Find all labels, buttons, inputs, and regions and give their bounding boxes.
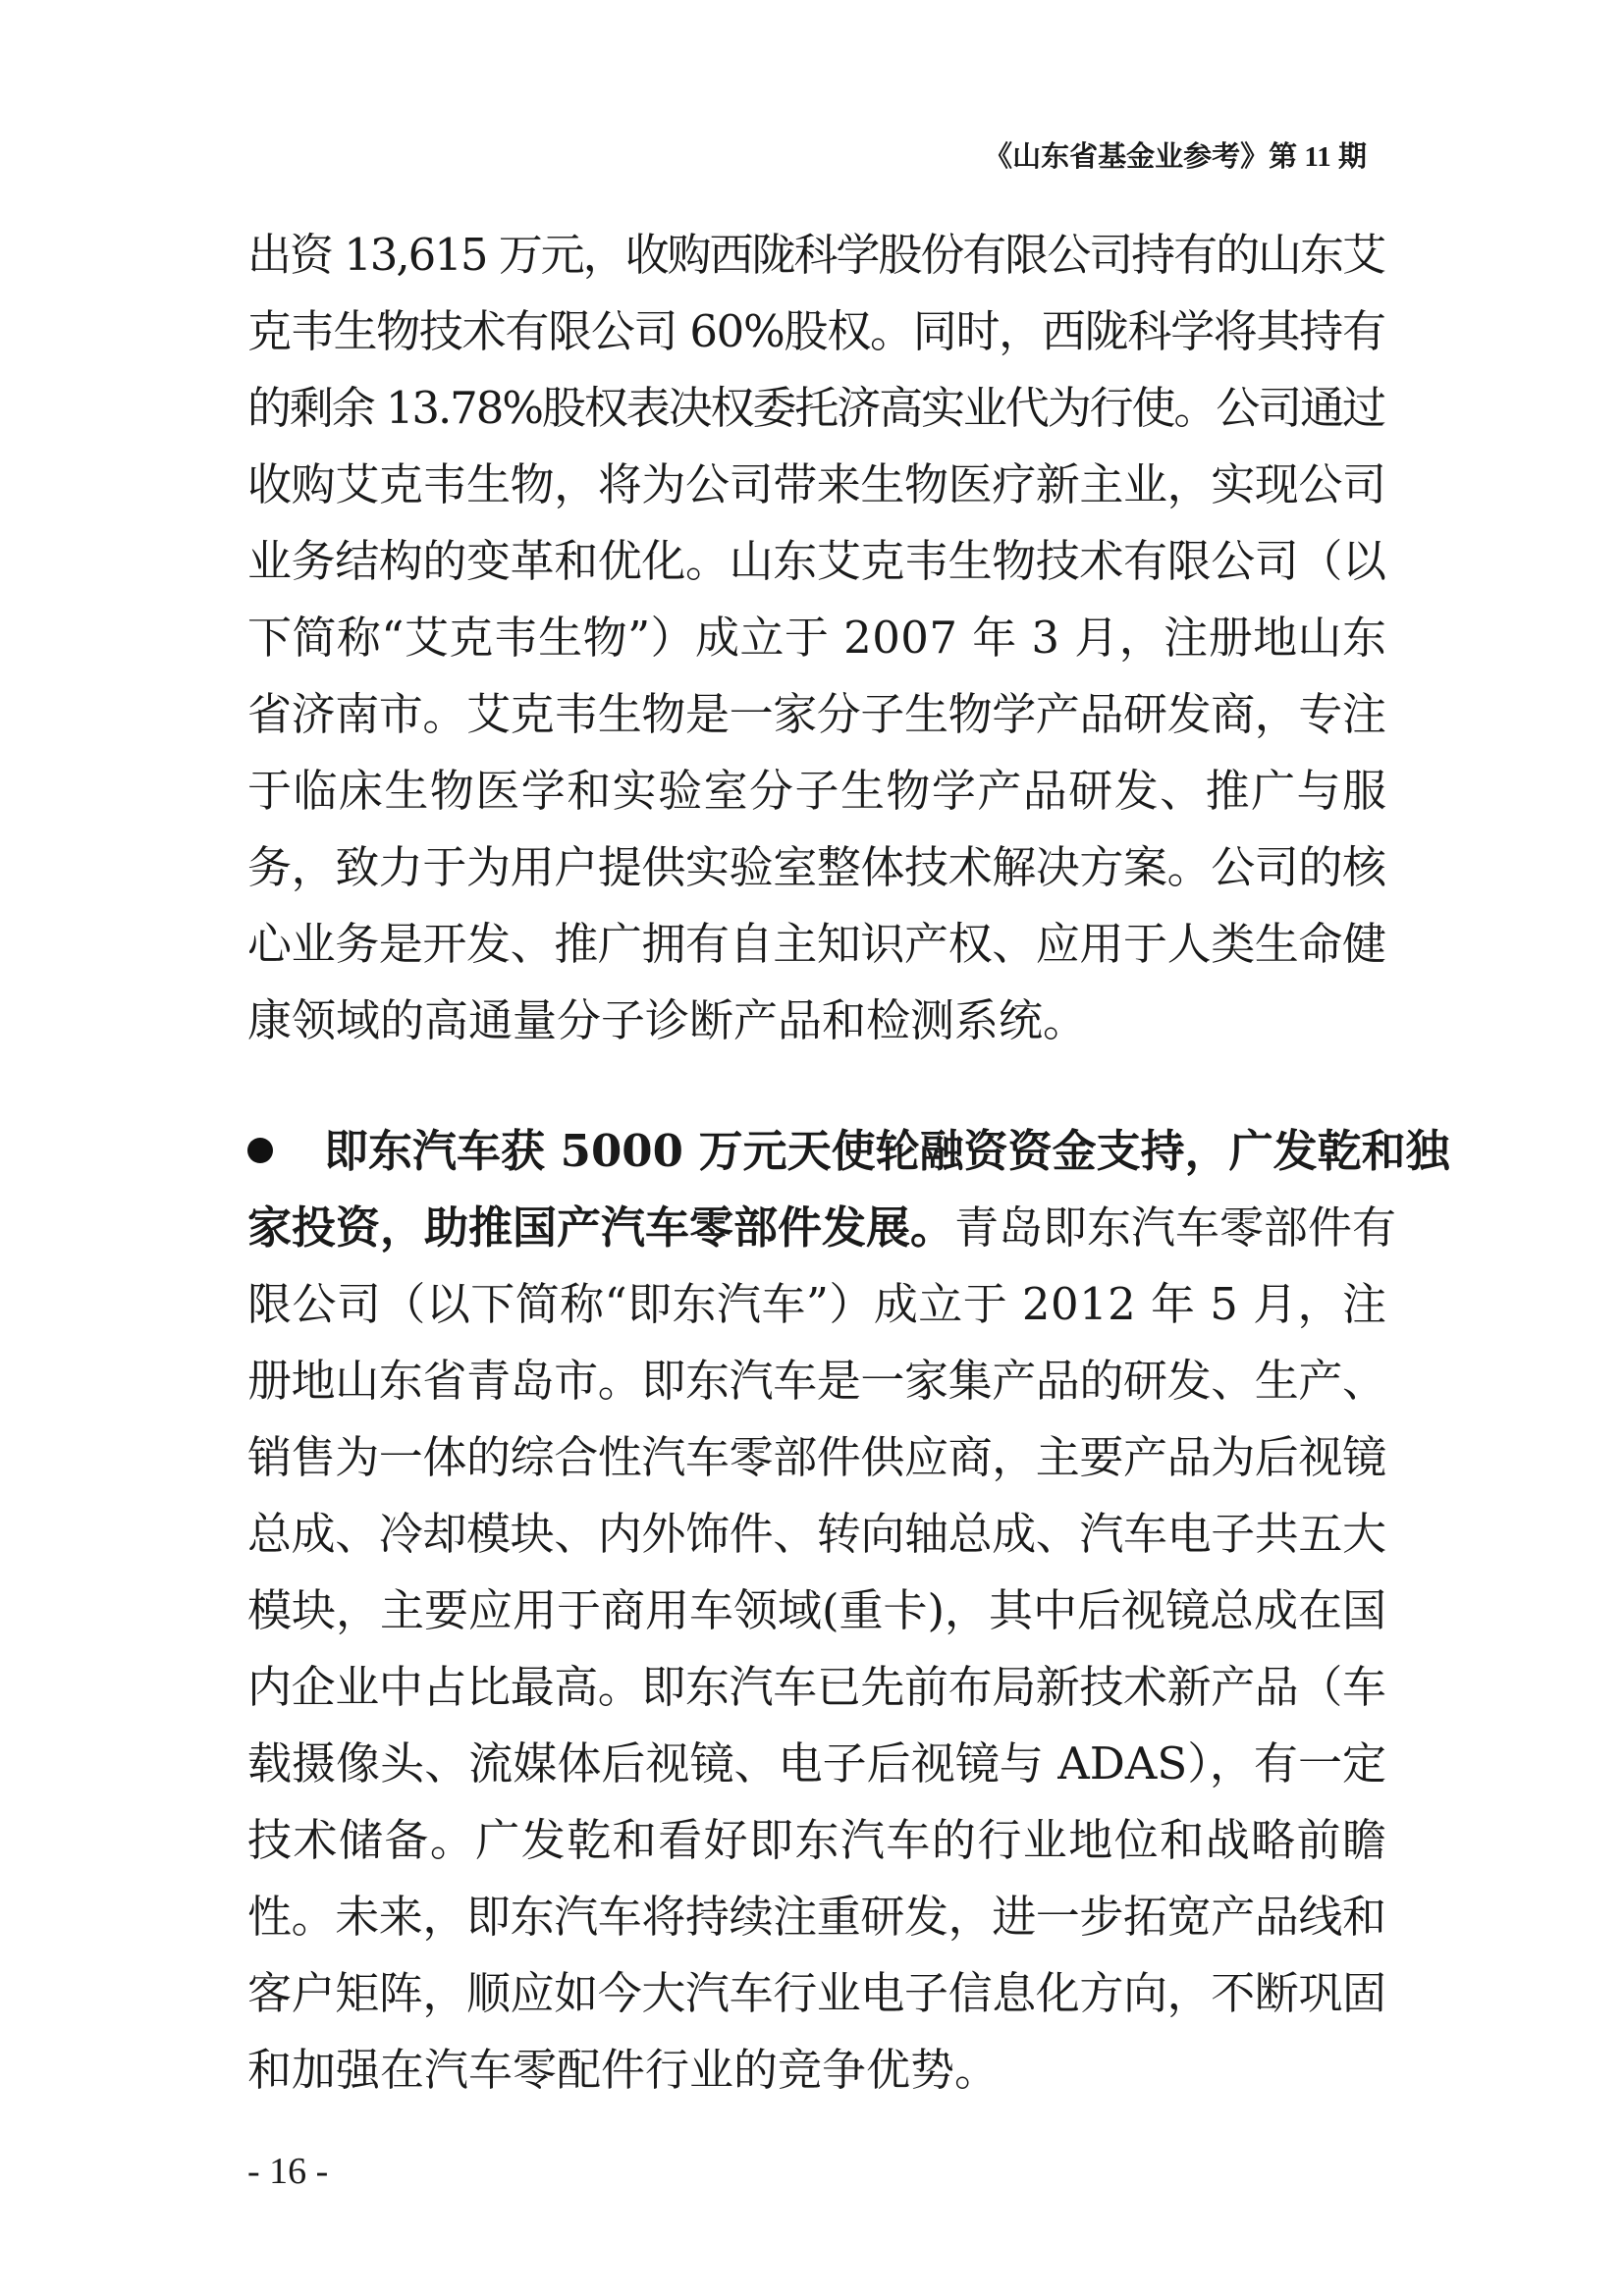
text-line: 内企业中占比最高。即东汽车已先前布局新技术新产品（车 (247, 1661, 1386, 1713)
text-line: 收购艾克韦生物，将为公司带来生物医疗新主业，实现公司 (247, 458, 1386, 510)
text-line: 限公司（以下简称“即东汽车”）成立于 2012 年 5 月，注 (247, 1278, 1387, 1330)
body-text-continuation: 青岛即东汽车零部件有 (954, 1201, 1397, 1254)
paragraph-1-line (247, 294, 1386, 370)
paragraph-jidong-body (247, 1266, 1386, 2109)
text-line: 康领域的高通量分子诊断产品和检测系统。 (247, 994, 1088, 1046)
paragraph-1-line (247, 829, 1386, 906)
headline-line-2 (247, 1190, 1397, 1266)
paragraph-aikewei (247, 217, 1386, 1059)
paragraph-2-line (247, 1573, 1386, 1649)
page-number: - 16 - (247, 2151, 329, 2192)
paragraph-2-line (247, 1955, 1386, 2032)
paragraph-2-line (247, 1496, 1386, 1573)
text-line: 模块，主要应用于商用车领域(重卡)，其中后视镜总成在国 (247, 1584, 1386, 1636)
text-line: 载摄像头、流媒体后视镜、电子后视镜与 ADAS），有一定 (247, 1737, 1387, 1789)
paragraph-jidong (247, 1113, 1450, 2109)
text-line: 出资 13,615 万元，收购西陇科学股份有限公司持有的山东艾 (247, 229, 1384, 281)
paragraph-1-line (247, 753, 1386, 829)
text-line: 册地山东省青岛市。即东汽车是一家集产品的研发、生产、 (247, 1355, 1386, 1407)
text-line: 业务结构的变革和优化。山东艾克韦生物技术有限公司（以 (247, 535, 1386, 587)
paragraph-2-line (247, 1879, 1386, 1955)
paragraph-2-line (247, 1266, 1386, 1343)
text-line: 总成、冷却模块、内外饰件、转向轴总成、汽车电子共五大 (247, 1508, 1386, 1560)
text-line: 务，致力于为用户提供实验室整体技术解决方案。公司的核 (247, 841, 1386, 893)
paragraph-2-line (247, 2032, 1386, 2109)
bullet-icon (247, 1138, 273, 1163)
paragraph-2-line (247, 1726, 1386, 1802)
text-line: 心业务是开发、推广拥有自主知识产权、应用于人类生命健 (247, 918, 1386, 970)
paragraph-1-line (247, 217, 1386, 294)
news-headline-part-2: 家投资，助推国产汽车零部件发展。 (247, 1201, 955, 1254)
paragraph-1-line (247, 523, 1386, 600)
publication-header: 《山东省基金业参考》第 11 期 (984, 141, 1367, 173)
paragraph-1-line (247, 370, 1386, 447)
text-line: 性。未来，即东汽车将持续注重研发，进一步拓宽产品线和 (247, 1891, 1386, 1943)
text-line: 客户矩阵，顺应如今大汽车行业电子信息化方向，不断巩固 (247, 1967, 1386, 2019)
paragraph-1-line (247, 983, 1386, 1059)
headline-line (247, 1113, 1450, 1190)
text-line: 克韦生物技术有限公司 60%股权。同时，西陇科学将其持有 (247, 305, 1385, 357)
paragraph-1-line (247, 676, 1386, 753)
paragraph-2-line (247, 1419, 1386, 1496)
text-line: 技术储备。广发乾和看好即东汽车的行业地位和战略前瞻 (247, 1814, 1388, 1866)
text-line: 于临床生物医学和实验室分子生物学产品研发、推广与服 (247, 765, 1388, 817)
text-line: 省济南市。艾克韦生物是一家分子生物学产品研发商，专注 (247, 688, 1386, 740)
paragraph-2-line (247, 1802, 1386, 1879)
text-line: 和加强在汽车零配件行业的竞争优势。 (247, 2044, 1000, 2096)
paragraph-1-line (247, 600, 1386, 676)
paragraph-1-line (247, 906, 1386, 983)
text-line: 下简称“艾克韦生物”）成立于 2007 年 3 月，注册地山东 (247, 612, 1387, 664)
text-line: 销售为一体的综合性汽车零部件供应商，主要产品为后视镜 (247, 1431, 1386, 1483)
text-line: 的剩余 13.78%股权表决权委托济高实业代为行使。公司通过 (247, 382, 1384, 434)
news-headline-part-1: 即东汽车获 5000 万元天使轮融资资金支持，广发乾和独 (324, 1125, 1450, 1177)
paragraph-1-line (247, 447, 1386, 523)
paragraph-2-line (247, 1649, 1386, 1726)
paragraph-2-line (247, 1343, 1386, 1419)
